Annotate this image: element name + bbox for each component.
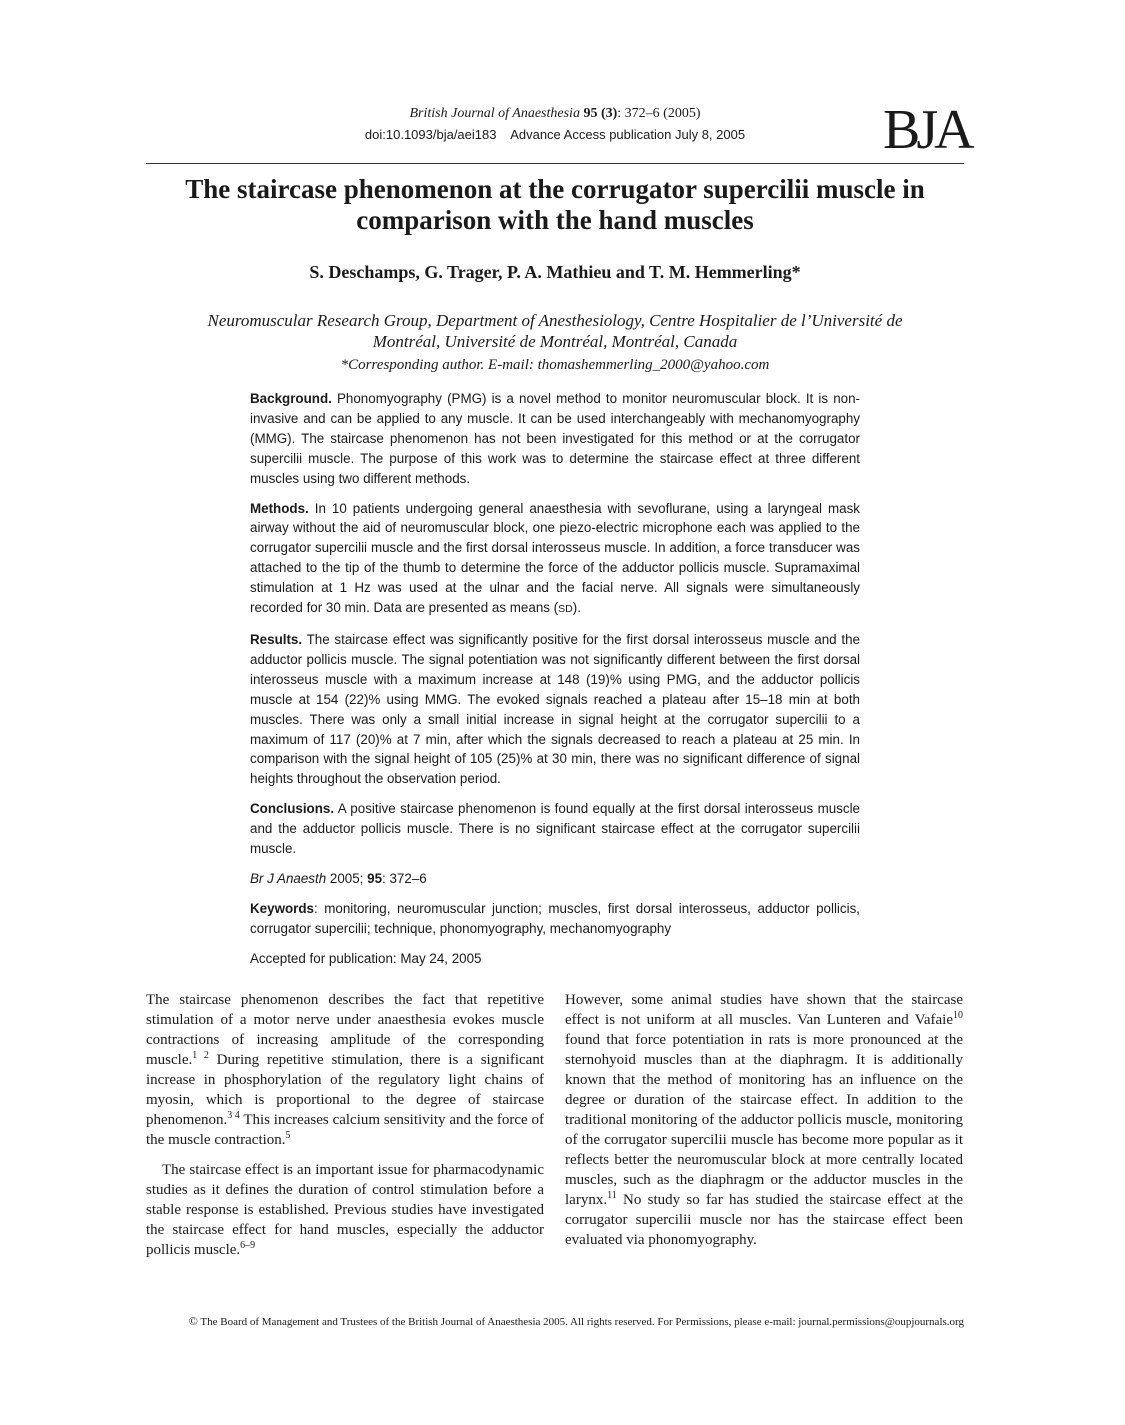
reference-superscript: 11 [607,1190,617,1201]
body-column-right [565,990,963,1250]
article-title: The staircase phenomenon at the corrugator supercilii muscle in comparison with the hand muscles [185,174,925,235]
reference-superscript: 5 [285,1130,291,1141]
body-text: The staircase phenomenon describes the fact that repetitive stimulation of a motor nerve under anaesthesia evokes muscle contractions of increasing amplitude of the corresponding muscle. [146,992,544,1068]
header-divider [146,163,964,164]
body-text: The staircase effect is an important issue for pharmacodynamic studies as it defines the duration of control stimulation before a stable response is established. Previous studies have investigated the staircase effect for hand muscles, especially the adductor pollicis muscle. [146,1162,544,1258]
body-text: During repetitive stimulation, there is a significant increase in phosphorylation of the regulatory light chains of myosin, which is proportional to the degree of staircase phenomenon. [146,1052,545,1128]
abstract-background [250,389,860,489]
reference-superscript: 6–9 [240,1240,256,1251]
journal-issue: (3) [600,106,618,121]
copyright-icon: © [188,1314,198,1328]
body-paragraph [565,990,963,1250]
body-text: However, some animal studies have shown that the staircase effect is not uniform at all muscles. Van Lunteren and Vafaie [565,992,963,1028]
abstract-keywords [250,899,860,939]
body-text: This increases calcium sensitivity and the force of the muscle contraction. [146,1112,545,1148]
abstract-background-text: Phonomyography (PMG) is a novel method to monitor neuromuscular block. It is non-invasive and can be applied to any muscle. It can be used interchangeably with mechanomyography (MMG). The staircase phenomenon has not been investigated for this method or at the corrugator supercilii muscle. The purpose of this work was to determine the staircase effect at three different muscles using two different methods. [250,391,860,486]
body-paragraph [146,1160,544,1260]
citation-journal: Br J Anaesth [250,870,327,886]
copyright-footer [146,1314,964,1329]
abstract-conclusions [250,799,860,859]
reference-superscript: 10 [953,1010,963,1021]
abstract-citation [250,869,860,889]
page-header [0,0,1125,165]
keywords-heading: Keywords [250,900,314,916]
abstract-methods-text: In 10 patients undergoing general anaesthesia with sevoflurane, using a laryngeal mask airway without the aid of neuromuscular block, one piezo-electric microphone each was applied to the corrugator supercilii muscle and the first dorsal interosseus muscle. In addition, a force transducer was attached to the tip of the thumb to determine the force of the adductor pollicis muscle. Supramaximal stimulation at 1 Hz was used at the ulnar and the facial nerve. All signals were simultaneously recorded for 30 min. Data are presented as means ( [250,500,860,616]
abstract-methods [250,499,860,620]
abstract-results-text: The staircase effect was significantly positive for the first dorsal interosseus muscle and the adductor pollicis muscle. The signal potentiation was not significantly different between the first dorsal interosseus muscle with a maximum increase at 148 (19)% using PMG, and the adductor pollicis muscle at 154 (22)% using MMG. The evoked signals reached a plateau after 15–18 min at both muscles. There was only a small initial increase in signal height at the corrugator supercilii to a maximum of 117 (20)% at 7 min, after which the signals decreased to reach a plateau at 25 min. In comparison with the signal height of 105 (25)% at 30 min, there was no significant difference of signal heights throughout the observation period. [250,631,860,787]
abstract-results-heading: Results. [250,631,303,647]
doi-line: doi:10.1093/bja/aei183 Advance Access publication July 8, 2005 [364,127,746,142]
abstract-conclusions-heading: Conclusions. [250,801,335,817]
keywords-text: : monitoring, neuromuscular junction; muscles, first dorsal interosseus, adductor pollicis, corrugator supercilii; technique, phonomyography, mechanomyography [250,900,860,936]
citation-volume: 95 [367,870,383,886]
citation-pages: : 372–6 [382,870,427,886]
bja-logo: BJA [883,99,971,161]
affiliation: Neuromuscular Research Group, Department of Anesthesiology, Centre Hospitalier de l’Université de Montréal, Université de Montréal, Montréal, Canada [207,311,903,351]
journal-volume: 95 [583,106,598,121]
abstract-conclusions-text: A positive staircase phenomenon is found equally at the first dorsal interosseus muscle and the adductor pollicis muscle. There is no significant staircase effect at the corrugator supercilii muscle. [250,801,860,857]
abstract-background-heading: Background. [250,391,332,406]
abstract-results [250,630,860,789]
citation-year: 2005; [326,870,368,886]
body-paragraph [146,990,544,1150]
abstract-methods-end: ). [572,600,581,616]
abstract-methods-heading: Methods. [250,500,309,516]
body-text: No study so far has studied the staircase effect at the corrugator supercilii muscle nor has the staircase effect been evaluated via phonomyography. [565,1192,963,1248]
body-column-left [146,990,544,1260]
accepted-date: Accepted for publication: May 24, 2005 [250,950,482,966]
journal-name: British Journal of Anaesthesia [409,106,580,121]
journal-citation-line [300,106,810,122]
reference-superscript: 1 2 [192,1050,209,1061]
abstract-methods-sd: SD [558,603,573,616]
corresponding-author: *Corresponding author. E-mail: thomashemmerling_2000@yahoo.com [340,357,770,373]
author-list: S. Deschamps, G. Trager, P. A. Mathieu and T. M. Hemmerling* [309,262,801,282]
copyright-text: The Board of Management and Trustees of the British Journal of Anaesthesia 2005. All rights reserved. For Permissions, please e-mail: journal.permissions@oupjournals.org [197,1316,964,1328]
abstract [250,389,860,979]
body-text: found that force potentiation in rats is more pronounced at the sternohyoid muscles than at the diaphragm. It is additionally known that the method of monitoring has an influence on the degree or duration of the staircase effect. In addition to the traditional monitoring of the adductor pollicis muscle, monitoring of the corrugator supercilii muscle has become more popular as it reflects better the neuromuscular block at more centrally located muscles, such as the diaphragm or the adductor muscles in the larynx. [565,1032,963,1208]
journal-pages-year: : 372–6 (2005) [617,106,701,121]
reference-superscript: 3 4 [227,1110,240,1121]
